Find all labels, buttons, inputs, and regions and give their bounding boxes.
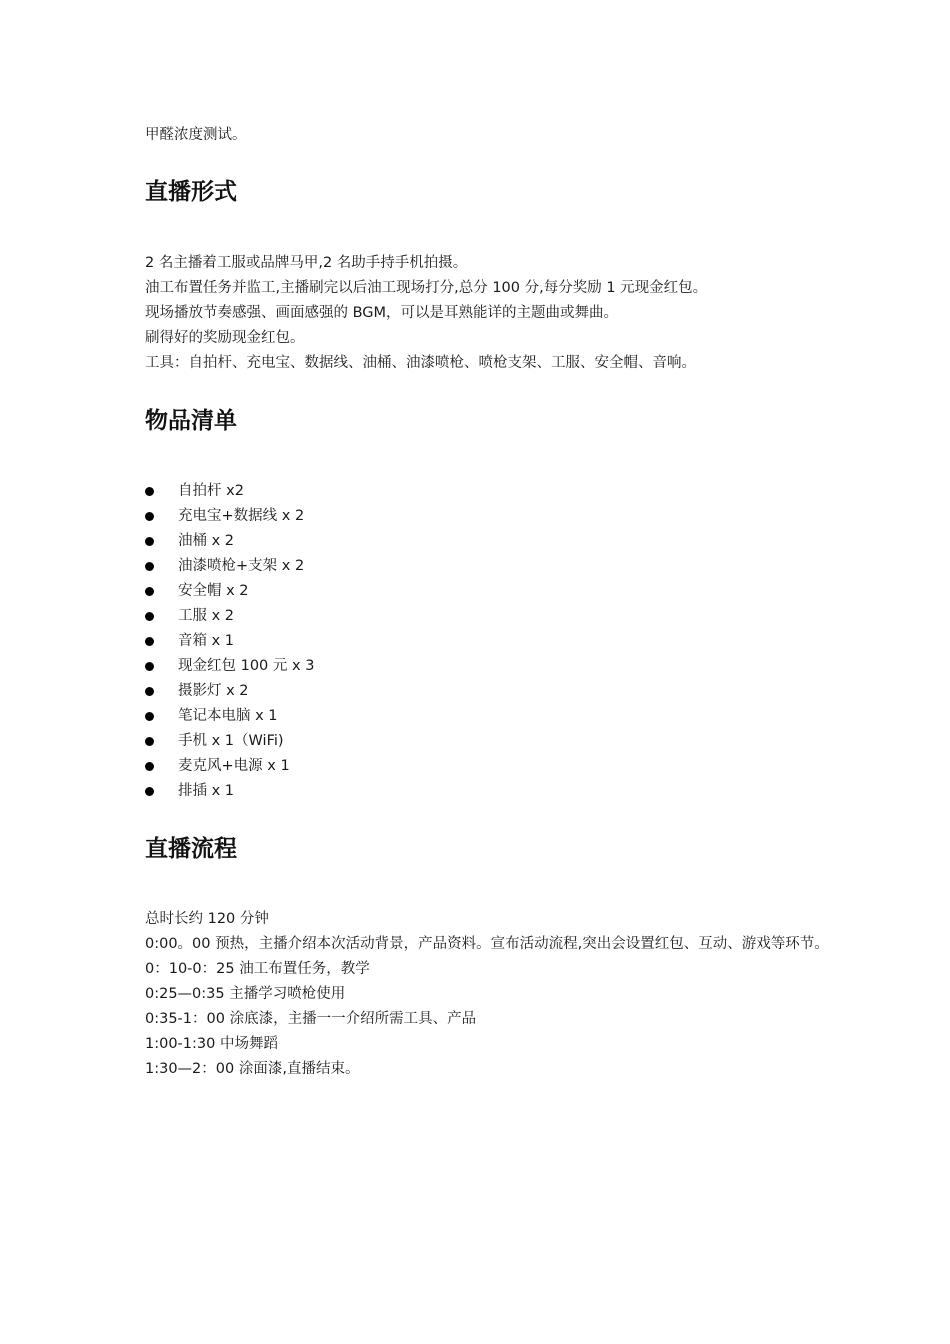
list-item-text: 安全帽 x 2: [178, 583, 249, 599]
process-paragraph: [145, 907, 835, 1082]
list-item-text: 工服 x 2: [178, 608, 235, 624]
format-line: 现场播放节奏感强、画面感强的 BGM，可以是耳熟能详的主题曲或舞曲。: [145, 305, 619, 321]
bullet-icon: [145, 512, 154, 521]
bullet-icon: [145, 787, 154, 796]
list-item: [145, 754, 835, 779]
list-item: [145, 479, 835, 504]
bullet-icon: [145, 662, 154, 671]
list-item: [145, 504, 835, 529]
bullet-icon: [145, 537, 154, 546]
list-item-text: 现金红包 100 元 x 3: [178, 658, 315, 674]
list-item: [145, 529, 835, 554]
format-line: 油工布置任务并监工,主播刷完以后油工现场打分,总分 100 分,每分奖励 1 元现金红包。: [145, 280, 708, 296]
list-item: [145, 729, 835, 754]
process-line: 1:30—2：00 涂面漆,直播结束。: [145, 1061, 360, 1077]
list-item: [145, 554, 835, 579]
list-item-text: 摄影灯 x 2: [178, 683, 249, 699]
list-item: [145, 654, 835, 679]
document-content: [145, 123, 835, 1082]
format-line: 刷得好的奖励现金红包。: [145, 330, 305, 346]
list-item-text: 音箱 x 1: [178, 633, 235, 649]
process-line: 0：10-0：25 油工布置任务，教学: [145, 961, 370, 977]
format-line: 2 名主播着工服或品牌马甲,2 名助手持手机拍摄。: [145, 255, 468, 271]
list-item-text: 油漆喷枪+支架 x 2: [178, 558, 305, 574]
list-item-text: 笔记本电脑 x 1: [178, 708, 278, 724]
bullet-icon: [145, 687, 154, 696]
list-item: [145, 704, 835, 729]
bullet-icon: [145, 612, 154, 621]
section-title-process: 直播流程: [145, 836, 237, 862]
bullet-icon: [145, 587, 154, 596]
bullet-icon: [145, 737, 154, 746]
list-item: [145, 604, 835, 629]
format-paragraph: [145, 251, 835, 376]
format-line: 工具：自拍杆、充电宝、数据线、油桶、油漆喷枪、喷枪支架、工服、安全帽、音响。: [145, 355, 696, 371]
list-item: [145, 679, 835, 704]
bullet-icon: [145, 637, 154, 646]
list-item-text: 油桶 x 2: [178, 533, 235, 549]
checklist: [145, 479, 835, 804]
section-title-format: 直播形式: [145, 179, 237, 205]
list-item-text: 自拍杆 x2: [178, 483, 244, 499]
list-item: [145, 779, 835, 804]
bullet-icon: [145, 487, 154, 496]
process-line: 0:00。00 预热，主播介绍本次活动背景，产品资料。宣布活动流程,突出会设置红包、互动、游戏等环节。: [145, 936, 829, 952]
process-line: 0:35-1：00 涂底漆，主播一一介绍所需工具、产品: [145, 1011, 477, 1027]
section-title-checklist: 物品清单: [145, 408, 237, 434]
list-item-text: 充电宝+数据线 x 2: [178, 508, 305, 524]
list-item-text: 手机 x 1（WiFi): [178, 733, 284, 749]
bullet-icon: [145, 712, 154, 721]
list-item: [145, 579, 835, 604]
process-line: 总时长约 120 分钟: [145, 911, 269, 927]
intro-line: 甲醛浓度测试。: [145, 127, 247, 143]
process-line: 0:25—0:35 主播学习喷枪使用: [145, 986, 346, 1002]
list-item-text: 排插 x 1: [178, 783, 235, 799]
list-item: [145, 629, 835, 654]
process-line: 1:00-1:30 中场舞蹈: [145, 1036, 278, 1052]
bullet-icon: [145, 762, 154, 771]
list-item-text: 麦克风+电源 x 1: [178, 758, 290, 774]
bullet-icon: [145, 562, 154, 571]
